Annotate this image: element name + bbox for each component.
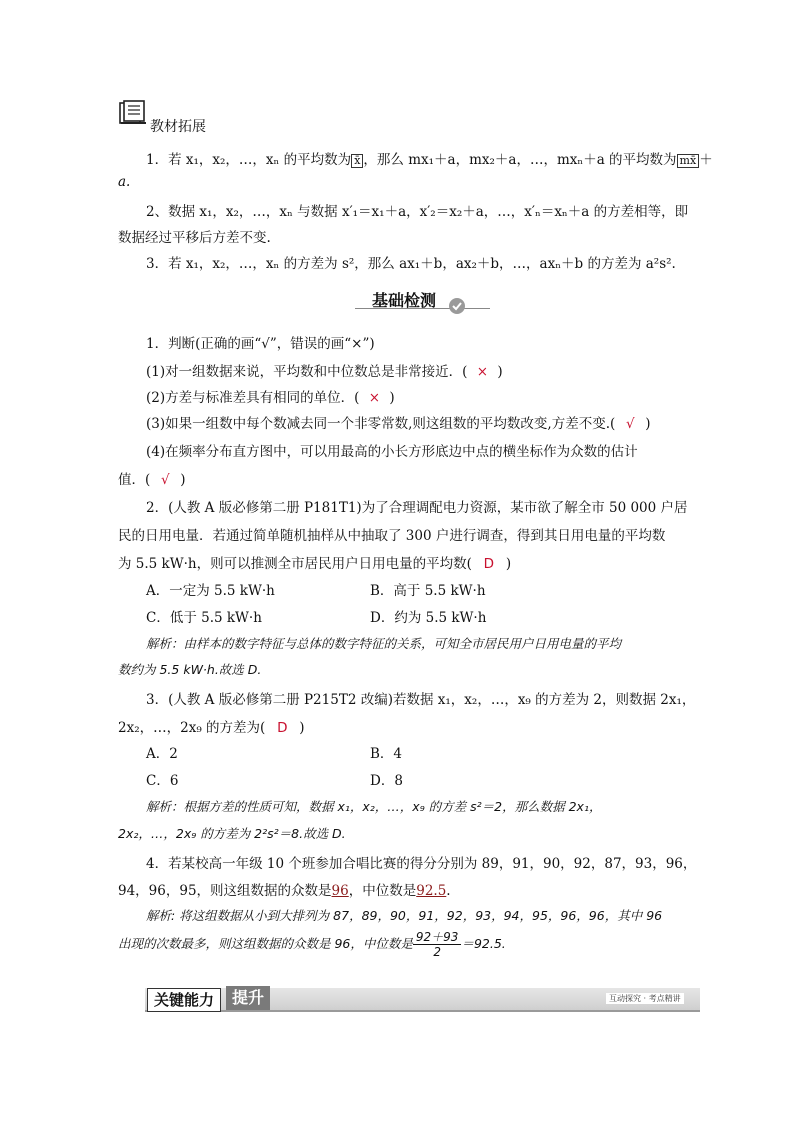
q3-option-c: C．6 (146, 773, 179, 789)
q2-solution-1: 解析：由样本的数字特征与总体的数字特征的关系，可知全市居民用户日用电量的平均 (146, 636, 622, 651)
q4-median-answer: 92.5 (416, 883, 447, 899)
q4-line2-pre: 94，96，95，则这组数据的众数是 (118, 883, 332, 899)
extension-1-line2: a. (118, 174, 131, 190)
q4-mode-answer: 96 (331, 883, 349, 899)
footer-banner-title-left: 关键能力 (147, 988, 221, 1012)
q4-line1: 4．若某校高一年级 10 个班参加合唱比赛的得分分别为 89，91，90，92，87，93，96， (146, 856, 697, 872)
q2-answer: D (483, 556, 495, 572)
q3-line2 (118, 716, 305, 736)
section-title: 基础检测 (372, 291, 437, 310)
q1-item-2-text: (2)方差与标准差具有相同的单位．( (146, 390, 360, 406)
q2-solution-2: 数约为 5.5 kW·h.故选 D. (118, 662, 262, 677)
q1-item-2-answer: × (368, 390, 381, 406)
q2-close: ) (505, 556, 512, 572)
book-icon (118, 100, 148, 130)
q3-option-a: A．2 (146, 746, 178, 762)
median-fraction-numerator: 92＋93 (413, 930, 462, 945)
q1-item-2-close: ) (389, 390, 395, 406)
q3-line2-text: 2x₂，…，2x₉ 的方差为( (118, 720, 266, 736)
median-fraction (413, 930, 462, 959)
q2-option-a: A．一定为 5.5 kW·h (146, 583, 275, 599)
q1-item-4-answer: √ (160, 472, 170, 488)
q3-solution-1: 解析：根据方差的性质可知，数据 x₁，x₂，…，x₉ 的方差 s²＝2，那么数据 2x₁， (146, 799, 602, 814)
q4-line2-end: . (446, 883, 451, 899)
q4-solution-1: 解析: 将这组数据从小到大排列为 87，89，90，91，92，93，94，95，96，96，其中 96 (146, 908, 663, 923)
extension-2-line1: 2、数据 x₁，x₂，…，xₙ 与数据 x′₁＝x₁＋a，x′₂＝x₂＋a，…，x′ₙ＝xₙ＋a 的方差相等，即 (146, 204, 689, 220)
extension-1-tail: ＋ (699, 152, 713, 168)
q1-item-3 (146, 412, 651, 432)
q1-item-4: (4)在频率分布直方图中，可以用最高的小长方形底边中点的横坐标作为众数的估计 (146, 444, 638, 460)
extension-1-box-mmean: mx̄ (677, 154, 700, 168)
q1-item-3-close: ) (645, 416, 651, 432)
q4-solution-2-pre: 出现的次数最多，则这组数据的众数是 96，中位数是 (118, 936, 413, 951)
q3-answer: D (277, 720, 288, 736)
q1-item-4-cont (118, 468, 186, 488)
extension-2-line2: 数据经过平移后方差不变. (118, 230, 271, 246)
q1-item-1-close: ) (497, 364, 503, 380)
q3-line1: 3．(人教 A 版必修第二册 P215T2 改编)若数据 x₁，x₂，…，x₉ 的方差为 2，则数据 2x₁， (146, 692, 696, 708)
extension-1-box-mean: x̄ (351, 154, 363, 168)
q1-item-1-answer: × (476, 364, 489, 380)
extension-1-text: 1．若 x₁，x₂，…，xₙ 的平均数为 (146, 152, 352, 168)
q2-option-c: C．低于 5.5 kW·h (146, 610, 262, 626)
q4-solution-2 (118, 930, 506, 959)
q4-line2 (118, 879, 451, 899)
q1-item-4-close: ) (180, 472, 186, 488)
q1-item-1 (146, 360, 503, 380)
extension-3-line1: 3．若 x₁，x₂，…，xₙ 的方差为 s²，那么 ax₁＋b，ax₂＋b，…，axₙ＋b 的方差为 a²s². (146, 256, 676, 272)
footer-banner-title-right: 提升 (226, 986, 270, 1010)
q3-close: ) (299, 720, 305, 736)
extension-1 (146, 148, 713, 168)
check-badge-icon (448, 297, 466, 319)
q2-option-b: B．高于 5.5 kW·h (370, 583, 486, 599)
q4-line2-mid: ，中位数是 (348, 883, 417, 899)
q2-option-d: D．约为 5.5 kW·h (370, 610, 487, 626)
q2-line1: 2．(人教 A 版必修第二册 P181T1)为了合理调配电力资源，某市欲了解全市 50 000 户居 (146, 500, 688, 516)
q2-line3-text: 为 5.5 kW·h，则可以推测全市居民用户日用电量的平均数( (118, 556, 472, 572)
q1-item-4-cont-text: 值．( (118, 472, 151, 488)
q1-stem: 1．判断(正确的画“√”，错误的画“×”) (146, 336, 375, 352)
q3-option-b: B．4 (370, 746, 403, 762)
q1-item-3-text: (3)如果一组数中每个数减去同一个非零常数,则这组数的平均数改变,方差不变.( (146, 416, 616, 432)
q3-option-d: D．8 (370, 773, 403, 789)
textbook-extension-title: 教材拓展 (150, 119, 206, 135)
q3-solution-2: 2x₂，…，2x₉ 的方差为 2²s²＝8.故选 D. (118, 826, 346, 841)
q4-solution-2-end: ＝92.5. (461, 936, 506, 951)
q1-item-1-text: (1)对一组数据来说，平均数和中位数总是非常接近．( (146, 364, 468, 380)
q1-item-3-answer: √ (625, 416, 635, 432)
extension-1-mid: ，那么 mx₁＋a，mx₂＋a，…，mxₙ＋a 的平均数为 (363, 152, 677, 168)
footer-banner-subtitle: 互动探究 · 考点精讲 (606, 993, 684, 1004)
q2-line2: 民的日用电量．若通过简单随机抽样从中抽取了 300 户进行调查，得到其日用电量的平均数 (118, 528, 666, 544)
median-fraction-denominator: 2 (433, 945, 441, 959)
q1-item-2 (146, 386, 395, 406)
q2-line3 (118, 552, 511, 572)
